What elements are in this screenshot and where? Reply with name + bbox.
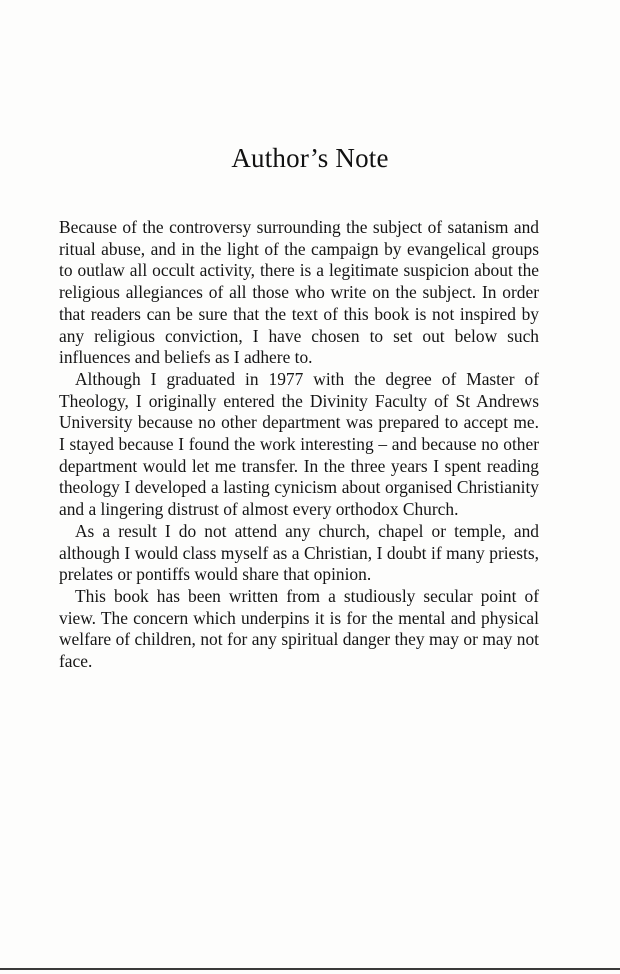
page-title: Author’s Note xyxy=(231,143,389,173)
paragraph-2: Although I graduated in 1977 with the degree of Master of Theology, I originally entered the Divinity Faculty of St Andrews University because no other department was prepared to accept me. I stayed because I found the work interesting – and because no other department would let me transfer. In the three years I spent reading theology I developed a lasting cynicism about organised Christianity and a lingering distrust of almost every orthodox Church. xyxy=(59,368,539,520)
page-bottom-edge xyxy=(0,968,620,970)
paragraph-3: As a result I do not attend any church, chapel or temple, and although I would class myself as a Christian, I doubt if many priests, prelates or pontiffs would share that opinion. xyxy=(59,520,539,585)
paragraph-4: This book has been written from a studiously secular point of view. The concern which underpins it is for the mental and physical welfare of children, not for any spiritual danger they may or may not face. xyxy=(59,585,539,672)
note-body xyxy=(59,217,539,673)
paragraph-1: Because of the controversy surrounding the subject of satanism and ritual abuse, and in the light of the campaign by evangelical groups to outlaw all occult activity, there is a legitimate suspicion about the religious allegiances of all those who write on the subject. In order that readers can be sure that the text of this book is not inspired by any religious conviction, I have chosen to set out below such influences and beliefs as I adhere to. xyxy=(59,217,539,368)
